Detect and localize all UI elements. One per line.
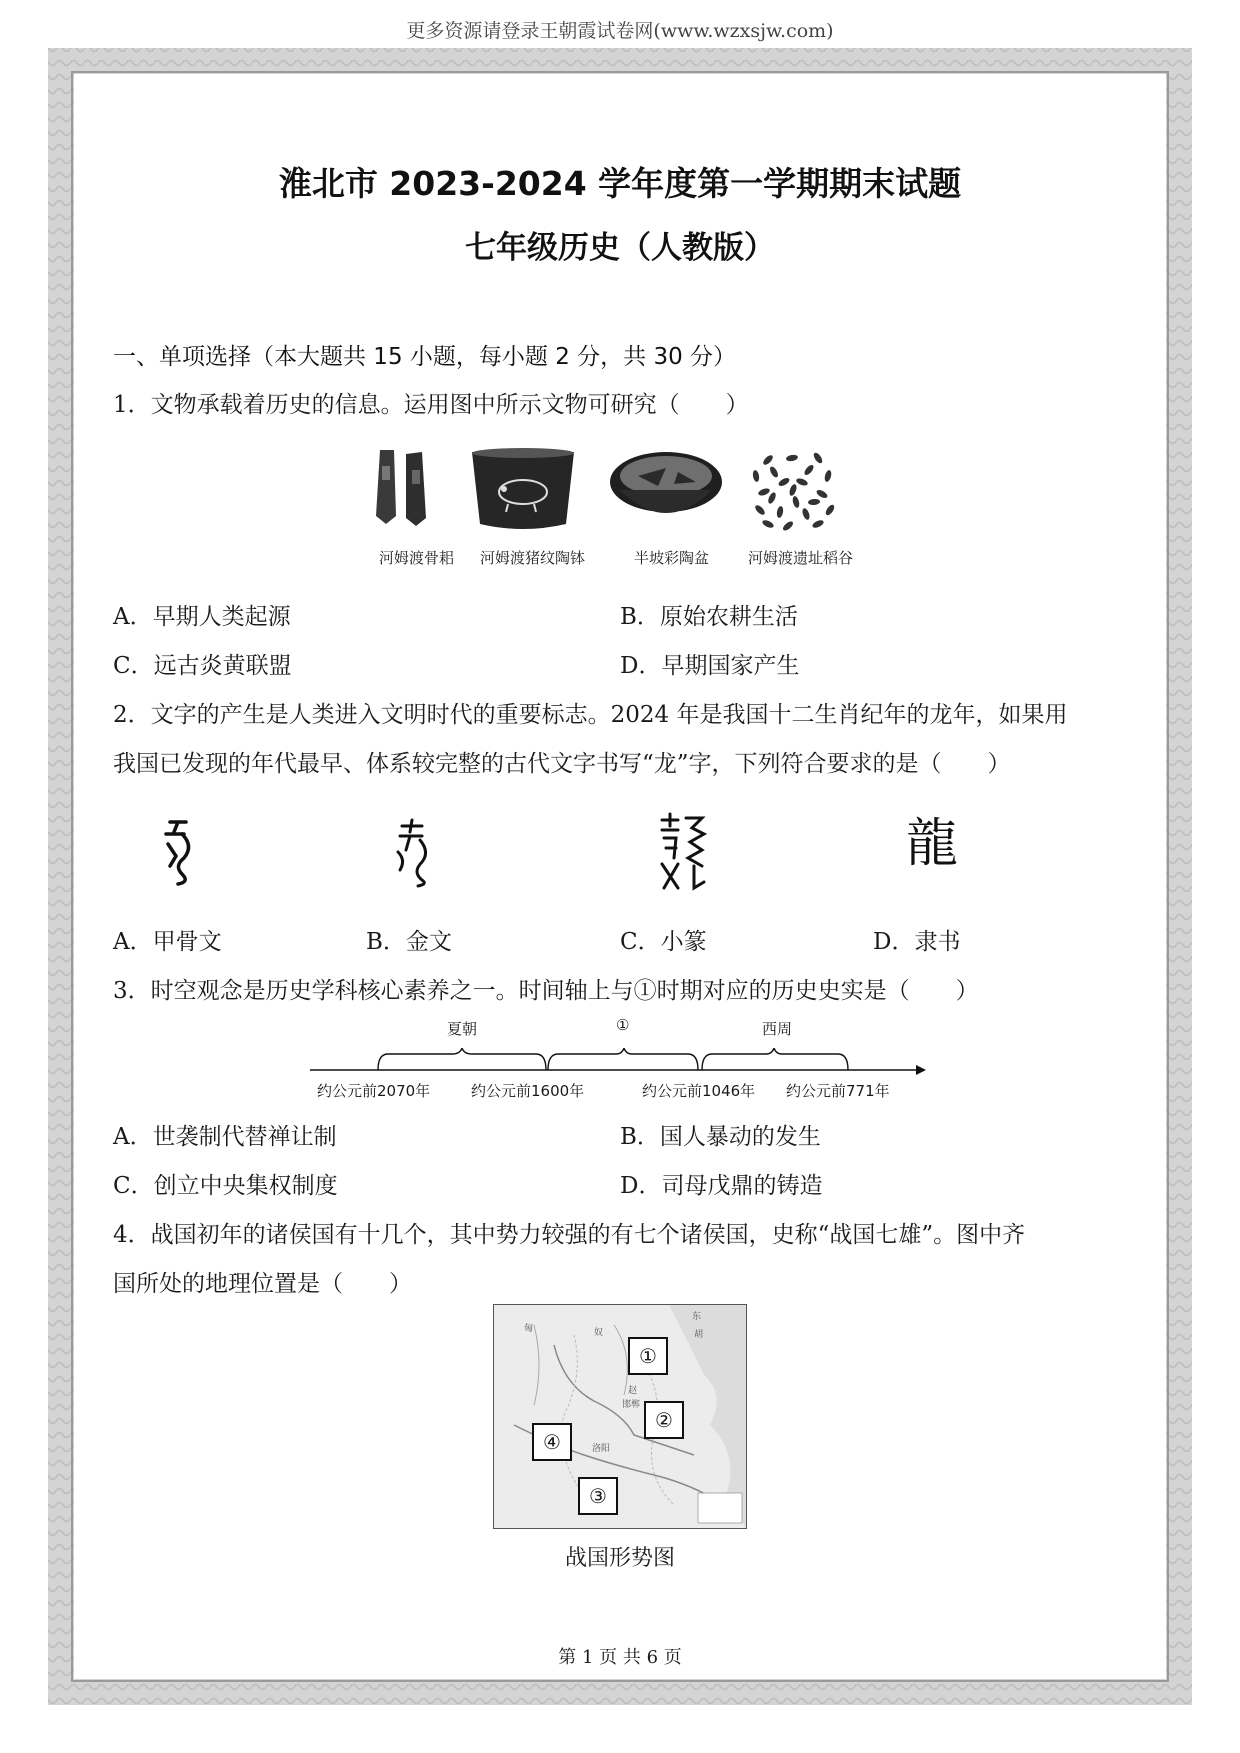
- q2-option-b[interactable]: B．金文: [366, 929, 452, 955]
- q1-option-b[interactable]: B．原始农耕生活: [620, 604, 798, 630]
- painted-pottery-basin-image: [608, 446, 724, 532]
- timeline-period-xia: 夏朝: [447, 1020, 478, 1038]
- map-label-zhao: 赵: [628, 1386, 638, 1396]
- q4-stem-line1: 4．战国初年的诸侯国有十几个，其中势力较强的有七个诸侯国，史称“战国七雄”。图中齐: [113, 1222, 1026, 1248]
- timeline-tick-771bc: 约公元前771年: [786, 1082, 890, 1100]
- bronze-inscription-dragon-glyph: [392, 816, 436, 888]
- q3-stem: 3．时空观念是历史学科核心素养之一。时间轴上与①时期对应的历史史实是（ ）: [113, 978, 979, 1004]
- map-marker-1[interactable]: ①: [628, 1337, 668, 1375]
- map-marker-3[interactable]: ③: [578, 1477, 618, 1515]
- q2-option-d[interactable]: D．隶书: [873, 929, 961, 955]
- q3-option-d[interactable]: D．司母戊鼎的铸造: [620, 1173, 823, 1199]
- exam-title: 淮北市 2023-2024 学年度第一学期期末试题: [278, 164, 962, 203]
- timeline-period-western-zhou: 西周: [762, 1020, 793, 1038]
- map-label-xiong: 匈: [524, 1324, 534, 1334]
- map-label-handan: 邯郸: [622, 1400, 641, 1410]
- map-marker-2[interactable]: ②: [644, 1401, 684, 1439]
- rice-grains-image: [744, 442, 842, 538]
- caption-pig-bowl: 河姆渡猪纹陶钵: [480, 549, 586, 567]
- q3-option-b[interactable]: B．国人暴动的发生: [620, 1124, 821, 1150]
- q1-option-d[interactable]: D．早期国家产生: [620, 653, 800, 679]
- caption-bone-spade: 河姆渡骨耜: [379, 549, 455, 567]
- q2-stem-line1: 2．文字的产生是人类进入文明时代的重要标志。2024 年是我国十二生肖纪年的龙年，如果用: [113, 702, 1068, 728]
- small-seal-dragon-glyph: [658, 812, 708, 892]
- q3-option-a[interactable]: A．世袭制代替禅让制: [113, 1124, 337, 1150]
- caption-pottery-basin: 半坡彩陶盆: [634, 549, 710, 567]
- bone-spade-image: [372, 446, 432, 528]
- oracle-bone-dragon-glyph: [160, 816, 200, 888]
- map-terrain: [494, 1305, 746, 1528]
- q2-stem-line2: 我国已发现的年代最早、体系较完整的古代文字书写“龙”字，下列符合要求的是（ ）: [113, 751, 1011, 777]
- top-banner: 更多资源请登录王朝霞试卷网(www.wzxsjw.com): [406, 20, 834, 42]
- q2-option-a[interactable]: A．甲骨文: [113, 929, 222, 955]
- map-caption: 战国形势图: [564, 1546, 675, 1571]
- timeline-tick-1046bc: 约公元前1046年: [642, 1082, 756, 1100]
- timeline-tick-2070bc: 约公元前2070年: [317, 1082, 431, 1100]
- map-label-luoyang: 洛阳: [592, 1444, 611, 1454]
- q3-option-c[interactable]: C．创立中央集权制度: [113, 1173, 338, 1199]
- section-heading: 一、单项选择（本大题共 15 小题，每小题 2 分，共 30 分）: [113, 344, 737, 370]
- timeline-period-1: ①: [616, 1016, 630, 1034]
- page-footer: 第 1 页 共 6 页: [558, 1647, 682, 1668]
- caption-rice-grains: 河姆渡遗址稻谷: [748, 549, 854, 567]
- q4-stem-line2: 国所处的地理位置是（ ）: [113, 1271, 412, 1297]
- clerical-script-dragon-glyph: 龍: [906, 814, 959, 874]
- q1-option-c[interactable]: C．远古炎黄联盟: [113, 653, 292, 679]
- map-label-hu: 胡: [694, 1330, 704, 1340]
- exam-subtitle: 七年级历史（人教版）: [465, 230, 775, 266]
- q2-option-c[interactable]: C．小篆: [620, 929, 707, 955]
- timeline-tick-1600bc: 约公元前1600年: [471, 1082, 585, 1100]
- q1-stem: 1．文物承载着历史的信息。运用图中所示文物可研究（ ）: [113, 392, 749, 418]
- pig-pattern-bowl-image: [468, 446, 578, 532]
- map-marker-4[interactable]: ④: [532, 1423, 572, 1461]
- map-label-dong: 东: [692, 1312, 702, 1322]
- warring-states-map: [493, 1304, 747, 1529]
- q1-option-a[interactable]: A．早期人类起源: [113, 604, 291, 630]
- map-label-nu: 奴: [594, 1328, 604, 1338]
